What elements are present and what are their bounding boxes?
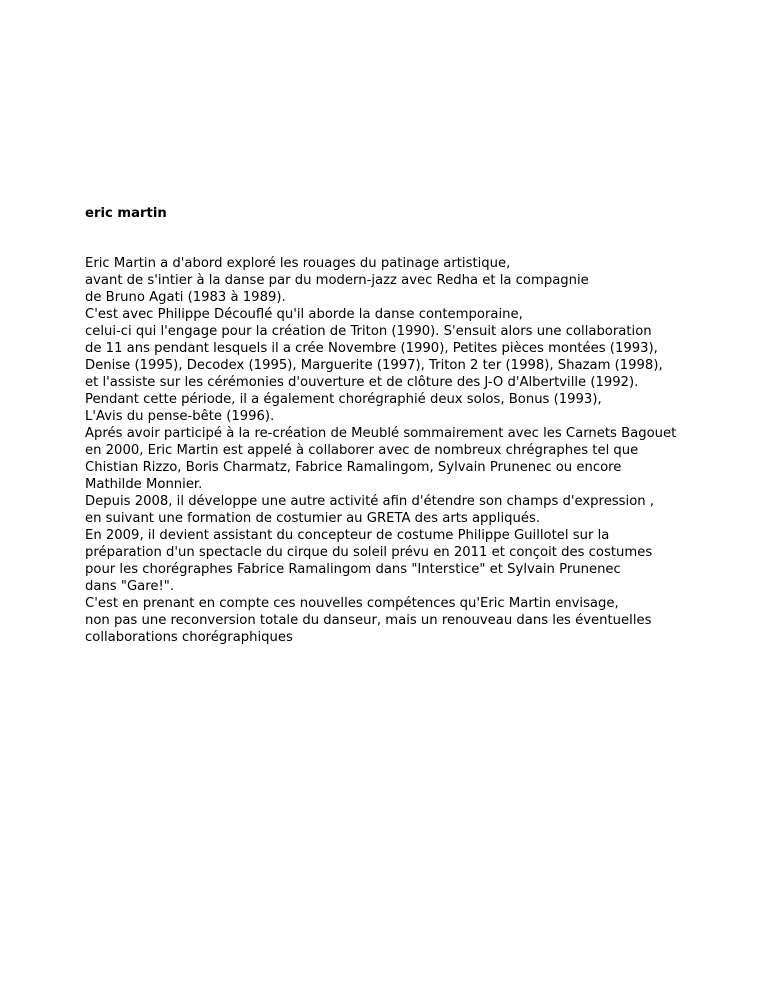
document-body — [85, 255, 745, 646]
body-line: non pas une reconversion totale du danseur, mais un renouveau dans les éventuelles — [85, 613, 652, 628]
body-line: C'est en prenant en compte ces nouvelles compétences qu'Eric Martin envisage, — [85, 596, 619, 611]
document-page — [85, 205, 745, 646]
body-line: dans "Gare!". — [85, 579, 175, 594]
body-line: en 2000, Eric Martin est appelé à collaborer avec de nombreux chrégraphes tel que — [85, 443, 639, 458]
body-line: Eric Martin a d'abord exploré les rouages du patinage artistique, — [85, 256, 511, 271]
body-line: Aprés avoir participé à la re-création de Meublé sommairement avec les Carnets Bagouet — [85, 426, 677, 441]
body-line: avant de s'intier à la danse par du modern-jazz avec Redha et la compagnie — [85, 273, 589, 288]
body-line: en suivant une formation de costumier au GRETA des arts appliqués. — [85, 511, 541, 526]
body-line: collaborations chorégraphiques — [85, 630, 293, 645]
body-line: En 2009, il devient assistant du concepteur de costume Philippe Guillotel sur la — [85, 528, 610, 543]
body-line: C'est avec Philippe Découflé qu'il aborde la danse contemporaine, — [85, 307, 523, 322]
body-line: Depuis 2008, il développe une autre activité afin d'étendre son champs d'expression , — [85, 494, 655, 509]
body-line: Mathilde Monnier. — [85, 477, 203, 492]
body-line: Pendant cette période, il a également chorégraphié deux solos, Bonus (1993), — [85, 392, 602, 407]
body-line: de Bruno Agati (1983 à 1989). — [85, 290, 286, 305]
body-line: Denise (1995), Decodex (1995), Marguerite (1997), Triton 2 ter (1998), Shazam (1998), — [85, 358, 663, 373]
body-line: Chistian Rizzo, Boris Charmatz, Fabrice Ramalingom, Sylvain Prunenec ou encore — [85, 460, 622, 475]
document-title: eric martin — [85, 206, 167, 221]
body-line: de 11 ans pendant lesquels il a crée Novembre (1990), Petites pièces montées (1993), — [85, 341, 658, 356]
body-line: pour les chorégraphes Fabrice Ramalingom dans "Interstice" et Sylvain Prunenec — [85, 562, 621, 577]
body-line: préparation d'un spectacle du cirque du soleil prévu en 2011 et conçoit des costumes — [85, 545, 653, 560]
body-line: L'Avis du pense-bête (1996). — [85, 409, 275, 424]
body-line: celui-ci qui l'engage pour la création de Triton (1990). S'ensuit alors une collaboration — [85, 324, 652, 339]
body-line: et l'assiste sur les cérémonies d'ouverture et de clôture des J-O d'Albertville (1992). — [85, 375, 639, 390]
